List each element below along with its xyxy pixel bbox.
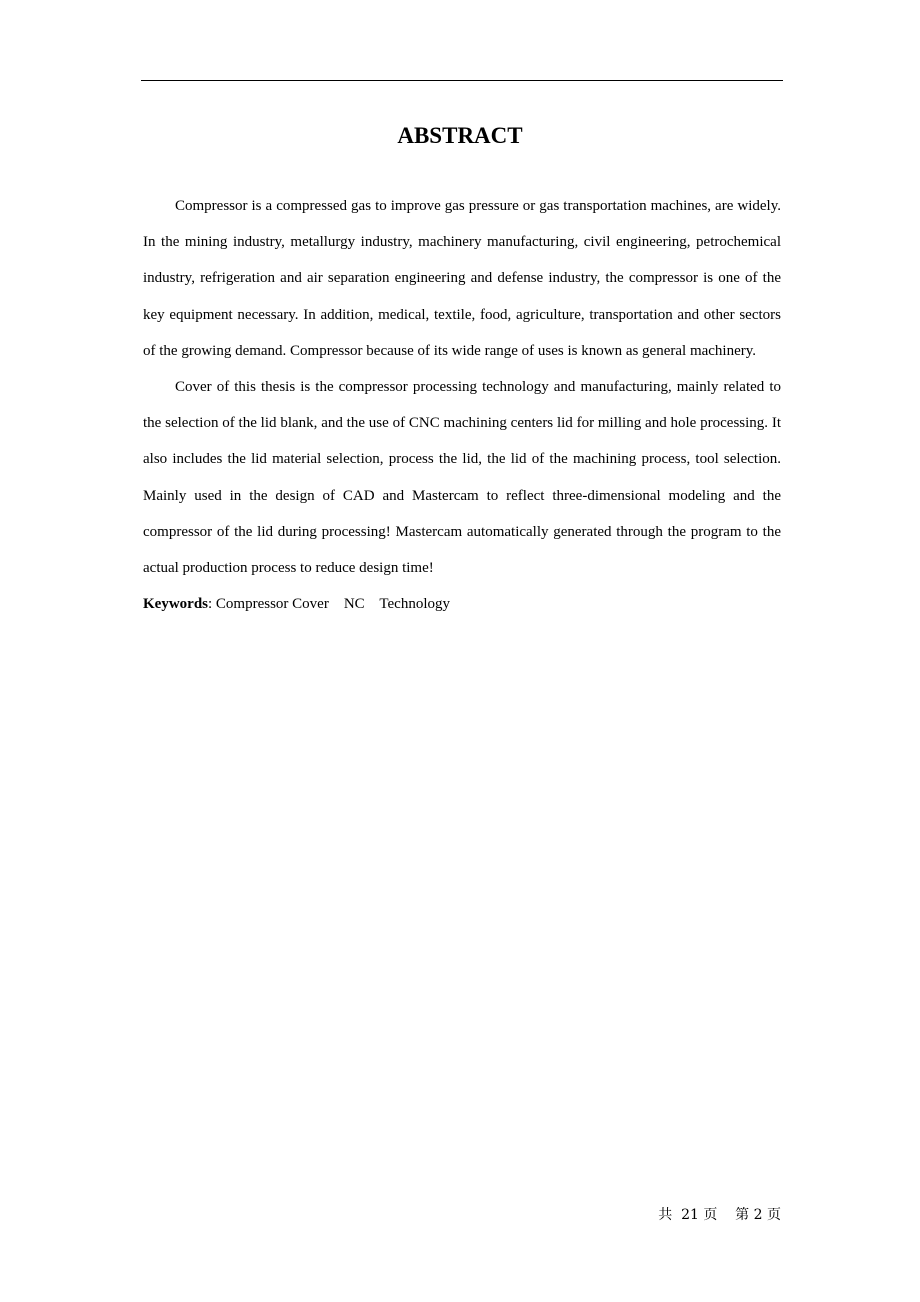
page-footer: 共 21 页 第 2 页 <box>658 1207 781 1223</box>
abstract-paragraph-2: Cover of this thesis is the compressor processing technology and manufacturing, mainly related to the selection of the lid blank, and the use of CNC machining centers lid for milling and hole processing. It also includes the lid material selection, process the lid, the lid of the machining process, tool selection. Mainly used in the design of CAD and Mastercam to reflect three-dimensional modeling and the compressor of the lid during processing! Mastercam automatically generated through the program to the actual production process to reduce design time! <box>143 379 781 577</box>
abstract-body <box>143 188 781 622</box>
keywords-label: Keywords <box>143 596 208 613</box>
header-rule <box>141 80 783 81</box>
keywords-line <box>143 586 781 622</box>
keywords-text: : Compressor Cover NC Technology <box>208 596 450 613</box>
page-title: ABSTRACT <box>397 123 523 148</box>
abstract-paragraph-1: Compressor is a compressed gas to improve gas pressure or gas transportation machines, are widely. In the mining industry, metallurgy industry, machinery manufacturing, civil engineering, petrochemical industry, refrigeration and air separation engineering and defense industry, the compressor is one of the key equipment necessary. In addition, medical, textile, food, agriculture, transportation and other sectors of the growing demand. Compressor because of its wide range of uses is known as general machinery. <box>143 198 781 359</box>
